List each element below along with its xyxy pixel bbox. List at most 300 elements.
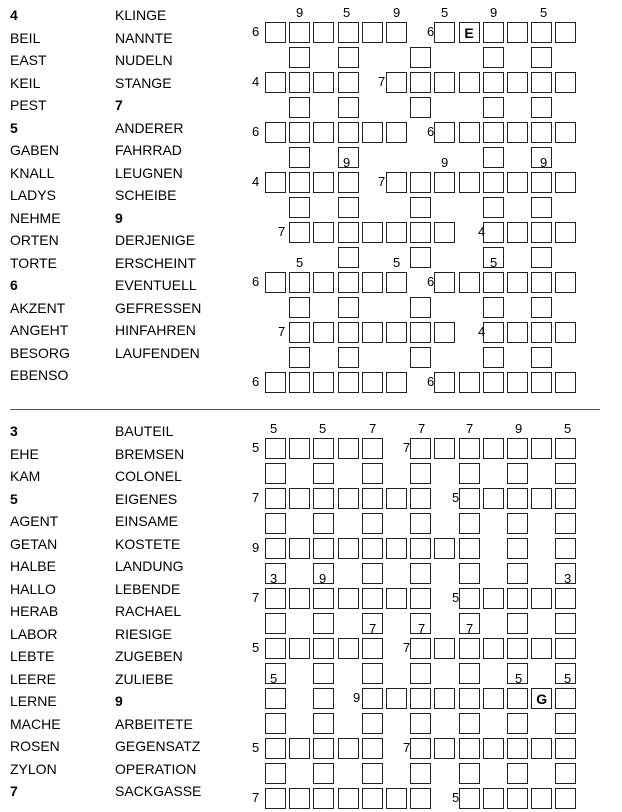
grid-cell[interactable] bbox=[459, 713, 480, 734]
grid-cell[interactable] bbox=[459, 172, 480, 193]
grid-cell[interactable] bbox=[338, 322, 359, 343]
grid-cell[interactable] bbox=[265, 72, 286, 93]
clue-length-number: 7 bbox=[403, 740, 411, 755]
clue-length-number: 7 bbox=[403, 640, 411, 655]
grid-cell[interactable] bbox=[289, 97, 310, 118]
grid-cell[interactable] bbox=[362, 688, 383, 709]
grid-cell[interactable] bbox=[410, 638, 431, 659]
grid-cell[interactable] bbox=[555, 322, 576, 343]
grid-cell[interactable] bbox=[289, 22, 310, 43]
grid-cell[interactable] bbox=[483, 638, 504, 659]
grid-cell[interactable] bbox=[459, 788, 480, 809]
grid-cell[interactable] bbox=[410, 438, 431, 459]
grid-cell[interactable] bbox=[531, 222, 552, 243]
grid-cell[interactable] bbox=[483, 438, 504, 459]
grid-cell[interactable] bbox=[338, 272, 359, 293]
grid-cell[interactable] bbox=[289, 488, 310, 509]
grid-cell[interactable] bbox=[313, 763, 334, 784]
grid-cell[interactable] bbox=[338, 222, 359, 243]
word-entry: SACKGASSE bbox=[115, 783, 202, 799]
word-entry: ZYLON bbox=[10, 760, 57, 777]
grid-cell[interactable] bbox=[265, 638, 286, 659]
grid-cell[interactable] bbox=[459, 463, 480, 484]
grid-cell[interactable] bbox=[459, 372, 480, 393]
grid-cell[interactable] bbox=[483, 788, 504, 809]
grid-cell[interactable] bbox=[338, 372, 359, 393]
grid-cell[interactable] bbox=[507, 513, 528, 534]
grid-cell[interactable] bbox=[265, 22, 286, 43]
grid-cell[interactable] bbox=[338, 122, 359, 143]
grid-cell[interactable] bbox=[362, 122, 383, 143]
grid-cell[interactable] bbox=[507, 463, 528, 484]
grid-cell[interactable] bbox=[386, 272, 407, 293]
grid-cell[interactable] bbox=[362, 663, 383, 684]
grid-cell[interactable] bbox=[338, 172, 359, 193]
grid-cell[interactable] bbox=[386, 72, 407, 93]
grid-cell[interactable] bbox=[265, 372, 286, 393]
grid-cell[interactable] bbox=[410, 663, 431, 684]
grid-cell[interactable] bbox=[410, 72, 431, 93]
grid-cell[interactable] bbox=[483, 172, 504, 193]
grid-cell[interactable] bbox=[483, 738, 504, 759]
grid-cell[interactable] bbox=[410, 488, 431, 509]
grid-cell[interactable] bbox=[313, 438, 334, 459]
clue-length-number: 7 bbox=[278, 324, 286, 339]
grid-cell[interactable] bbox=[483, 297, 504, 318]
grid-cell[interactable] bbox=[289, 438, 310, 459]
grid-cell[interactable] bbox=[265, 488, 286, 509]
grid-cell[interactable] bbox=[362, 372, 383, 393]
clue-length-number: 5 bbox=[252, 640, 260, 655]
grid-cell[interactable] bbox=[434, 72, 455, 93]
grid-cell[interactable] bbox=[483, 688, 504, 709]
grid-cell[interactable] bbox=[362, 588, 383, 609]
word-entry: KOSTETE bbox=[115, 535, 181, 552]
grid-cell[interactable] bbox=[531, 72, 552, 93]
grid-cell[interactable] bbox=[313, 713, 334, 734]
word-entry: NANNTE bbox=[115, 29, 173, 46]
clue-length-number: 5 bbox=[296, 255, 304, 270]
grid-cell[interactable] bbox=[362, 788, 383, 809]
grid-cell[interactable] bbox=[386, 538, 407, 559]
grid-cell[interactable] bbox=[434, 372, 455, 393]
grid-cell[interactable] bbox=[483, 488, 504, 509]
grid-cell[interactable] bbox=[483, 222, 504, 243]
grid-cell[interactable] bbox=[434, 172, 455, 193]
grid-cell[interactable] bbox=[265, 272, 286, 293]
grid-cell[interactable] bbox=[555, 22, 576, 43]
grid-cell[interactable] bbox=[555, 372, 576, 393]
grid-cell[interactable] bbox=[434, 272, 455, 293]
grid-cell[interactable] bbox=[507, 272, 528, 293]
clue-length-number: 6 bbox=[252, 124, 260, 139]
grid-cell[interactable] bbox=[362, 638, 383, 659]
grid-cell[interactable] bbox=[313, 72, 334, 93]
grid-cell[interactable] bbox=[338, 72, 359, 93]
grid-cell[interactable] bbox=[313, 513, 334, 534]
grid-cell[interactable] bbox=[531, 197, 552, 218]
grid-cell[interactable] bbox=[531, 372, 552, 393]
grid-cell[interactable] bbox=[507, 788, 528, 809]
clue-length-number: 4 bbox=[252, 174, 260, 189]
grid-cell[interactable] bbox=[338, 347, 359, 368]
grid-cell[interactable] bbox=[531, 297, 552, 318]
grid-cell[interactable] bbox=[410, 247, 431, 268]
word-entry: LADYS bbox=[10, 187, 56, 203]
word-entry: SCHEIBE bbox=[115, 187, 177, 203]
grid-cell[interactable] bbox=[313, 322, 334, 343]
grid-cell[interactable] bbox=[459, 738, 480, 759]
grid-cell[interactable] bbox=[531, 172, 552, 193]
grid-cell[interactable] bbox=[410, 97, 431, 118]
grid-cell[interactable] bbox=[531, 322, 552, 343]
grid-cell[interactable] bbox=[265, 688, 286, 709]
grid-cell[interactable] bbox=[265, 513, 286, 534]
grid-cell[interactable] bbox=[362, 713, 383, 734]
grid-cell[interactable] bbox=[410, 172, 431, 193]
grid-cell[interactable] bbox=[289, 147, 310, 168]
grid-cell[interactable] bbox=[338, 247, 359, 268]
grid-cell[interactable] bbox=[507, 122, 528, 143]
grid-cell[interactable] bbox=[507, 72, 528, 93]
grid-cell[interactable] bbox=[531, 638, 552, 659]
grid-cell[interactable] bbox=[531, 47, 552, 68]
grid-cell[interactable] bbox=[289, 538, 310, 559]
grid-cell[interactable] bbox=[459, 122, 480, 143]
grid-cell[interactable] bbox=[434, 688, 455, 709]
grid-cell[interactable] bbox=[313, 463, 334, 484]
word-entry: GETAN bbox=[10, 535, 58, 552]
grid-cell[interactable] bbox=[555, 713, 576, 734]
grid-cell[interactable] bbox=[265, 588, 286, 609]
clue-length-number: 5 bbox=[515, 671, 523, 686]
grid-cell[interactable] bbox=[531, 347, 552, 368]
grid-cell[interactable] bbox=[265, 463, 286, 484]
grid-cell[interactable] bbox=[362, 463, 383, 484]
grid-cell[interactable] bbox=[338, 538, 359, 559]
grid-cell[interactable] bbox=[555, 488, 576, 509]
length-heading: 6 bbox=[10, 277, 18, 293]
grid-cell[interactable] bbox=[289, 272, 310, 293]
grid-cell[interactable] bbox=[531, 438, 552, 459]
grid-cell[interactable] bbox=[362, 488, 383, 509]
grid-cell[interactable] bbox=[313, 222, 334, 243]
grid-cell[interactable] bbox=[507, 172, 528, 193]
clue-length-number: 7 bbox=[252, 590, 260, 605]
grid-cell[interactable] bbox=[434, 438, 455, 459]
grid-cell[interactable] bbox=[362, 513, 383, 534]
word-entry: PEST bbox=[10, 97, 47, 113]
grid-cell[interactable] bbox=[386, 588, 407, 609]
grid-cell[interactable] bbox=[555, 538, 576, 559]
word-entry: ANGEHT bbox=[10, 322, 69, 338]
grid-cell[interactable] bbox=[555, 763, 576, 784]
grid-cell[interactable] bbox=[507, 438, 528, 459]
grid-cell[interactable] bbox=[507, 563, 528, 584]
word-entry: HALBE bbox=[10, 558, 56, 574]
grid-cell[interactable] bbox=[531, 788, 552, 809]
grid-cell[interactable] bbox=[289, 738, 310, 759]
grid-cell[interactable] bbox=[483, 272, 504, 293]
grid-cell[interactable] bbox=[386, 488, 407, 509]
word-entry: ARBEITETE bbox=[115, 715, 193, 732]
grid-cell[interactable] bbox=[531, 488, 552, 509]
grid-cell[interactable] bbox=[410, 538, 431, 559]
grid-cell[interactable] bbox=[483, 588, 504, 609]
grid-cell[interactable] bbox=[483, 47, 504, 68]
clue-length-number: 7 bbox=[378, 174, 386, 189]
grid-cell[interactable] bbox=[289, 788, 310, 809]
grid-cell[interactable] bbox=[507, 738, 528, 759]
grid-cell[interactable] bbox=[313, 613, 334, 634]
grid-cell[interactable] bbox=[265, 788, 286, 809]
grid-cell[interactable] bbox=[313, 488, 334, 509]
grid-cell[interactable] bbox=[313, 788, 334, 809]
grid-cell[interactable] bbox=[507, 638, 528, 659]
grid-cell[interactable] bbox=[265, 763, 286, 784]
grid-cell[interactable] bbox=[555, 788, 576, 809]
grid-cell[interactable] bbox=[289, 197, 310, 218]
grid-cell[interactable] bbox=[555, 438, 576, 459]
grid-cell[interactable] bbox=[434, 322, 455, 343]
grid-cell[interactable] bbox=[434, 638, 455, 659]
grid-cell[interactable] bbox=[289, 297, 310, 318]
grid-cell[interactable] bbox=[289, 72, 310, 93]
grid-cell[interactable] bbox=[434, 22, 455, 43]
grid-cell[interactable] bbox=[313, 172, 334, 193]
grid-cell[interactable] bbox=[459, 638, 480, 659]
grid-cell[interactable] bbox=[386, 372, 407, 393]
grid-cell[interactable] bbox=[362, 222, 383, 243]
grid-cell[interactable] bbox=[555, 72, 576, 93]
clue-length-number: 7 bbox=[418, 621, 426, 636]
word-entry: LABOR bbox=[10, 625, 58, 642]
grid-cell[interactable] bbox=[555, 688, 576, 709]
grid-cell[interactable] bbox=[313, 372, 334, 393]
grid-cell[interactable] bbox=[555, 613, 576, 634]
grid-cell[interactable] bbox=[313, 663, 334, 684]
grid-cell[interactable] bbox=[531, 588, 552, 609]
grid-cell[interactable] bbox=[410, 347, 431, 368]
grid-cell[interactable] bbox=[362, 322, 383, 343]
grid-cell[interactable] bbox=[386, 222, 407, 243]
grid-cell[interactable] bbox=[289, 172, 310, 193]
grid-cell[interactable] bbox=[507, 22, 528, 43]
clue-length-number: 9 bbox=[441, 155, 449, 170]
grid-cell[interactable] bbox=[459, 488, 480, 509]
grid-cell[interactable] bbox=[338, 97, 359, 118]
grid-cell[interactable] bbox=[362, 763, 383, 784]
grid-cell[interactable] bbox=[410, 713, 431, 734]
grid-cell[interactable] bbox=[459, 763, 480, 784]
grid-cell[interactable] bbox=[555, 513, 576, 534]
grid-cell[interactable] bbox=[483, 347, 504, 368]
word-entry: EAST bbox=[10, 52, 47, 68]
grid-cell[interactable] bbox=[483, 147, 504, 168]
grid-cell[interactable] bbox=[434, 538, 455, 559]
grid-cell[interactable] bbox=[313, 22, 334, 43]
grid-cell[interactable] bbox=[410, 763, 431, 784]
grid-cell[interactable] bbox=[410, 588, 431, 609]
clue-length-number: 9 bbox=[393, 5, 401, 20]
grid-cell[interactable] bbox=[459, 272, 480, 293]
grid-cell[interactable] bbox=[289, 122, 310, 143]
grid-cell[interactable] bbox=[459, 663, 480, 684]
grid-cell[interactable] bbox=[362, 438, 383, 459]
grid-cell[interactable] bbox=[265, 438, 286, 459]
grid-cell[interactable] bbox=[434, 222, 455, 243]
grid-cell[interactable] bbox=[362, 538, 383, 559]
grid-cell[interactable] bbox=[410, 788, 431, 809]
grid-cell[interactable] bbox=[410, 563, 431, 584]
clue-length-number: 9 bbox=[296, 5, 304, 20]
grid-cell[interactable] bbox=[507, 588, 528, 609]
grid-cell[interactable] bbox=[555, 272, 576, 293]
grid-cell[interactable] bbox=[289, 372, 310, 393]
grid-cell[interactable] bbox=[410, 738, 431, 759]
grid-cell[interactable] bbox=[459, 563, 480, 584]
word-entry: AGENT bbox=[10, 513, 59, 529]
grid-cell[interactable] bbox=[289, 347, 310, 368]
word-entry: ZULIEBE bbox=[115, 670, 174, 687]
word-entry: RIESIGE bbox=[115, 625, 172, 642]
grid-cell[interactable] bbox=[338, 22, 359, 43]
word-entry: EBENSO bbox=[10, 367, 69, 383]
grid-cell[interactable] bbox=[313, 122, 334, 143]
word-entry: ZUGEBEN bbox=[115, 648, 183, 664]
grid-cell[interactable] bbox=[531, 97, 552, 118]
grid-cell[interactable] bbox=[386, 788, 407, 809]
grid-cell[interactable] bbox=[531, 247, 552, 268]
word-entry: OPERATION bbox=[115, 760, 197, 777]
grid-cell[interactable] bbox=[338, 488, 359, 509]
grid-cell[interactable] bbox=[410, 513, 431, 534]
grid-cell[interactable] bbox=[459, 22, 480, 43]
grid-cell[interactable] bbox=[313, 272, 334, 293]
grid-cell[interactable] bbox=[338, 297, 359, 318]
grid-cell[interactable] bbox=[434, 122, 455, 143]
grid-cell[interactable] bbox=[483, 122, 504, 143]
grid-cell[interactable] bbox=[555, 222, 576, 243]
grid-cell[interactable] bbox=[483, 372, 504, 393]
grid-cell[interactable] bbox=[313, 538, 334, 559]
grid-cell[interactable] bbox=[265, 713, 286, 734]
grid-cell[interactable] bbox=[555, 588, 576, 609]
grid-cell[interactable] bbox=[459, 72, 480, 93]
grid-cell[interactable] bbox=[386, 22, 407, 43]
word-entry: BEIL bbox=[10, 29, 41, 46]
grid-cell[interactable] bbox=[459, 513, 480, 534]
grid-cell[interactable] bbox=[362, 272, 383, 293]
word-entry: NUDELN bbox=[115, 52, 173, 68]
grid-cell[interactable] bbox=[531, 272, 552, 293]
grid-cell[interactable] bbox=[507, 222, 528, 243]
grid-cell[interactable] bbox=[531, 738, 552, 759]
grid-cell[interactable] bbox=[483, 97, 504, 118]
grid-cell[interactable] bbox=[265, 172, 286, 193]
grid-cell[interactable] bbox=[410, 322, 431, 343]
grid-cell[interactable] bbox=[410, 297, 431, 318]
grid-cell[interactable] bbox=[338, 588, 359, 609]
grid-cell[interactable] bbox=[459, 688, 480, 709]
grid-cell[interactable] bbox=[313, 738, 334, 759]
word-entry: GEFRESSEN bbox=[115, 299, 202, 316]
clue-length-number: 7 bbox=[252, 790, 260, 805]
grid-cell[interactable] bbox=[386, 322, 407, 343]
grid-cell[interactable] bbox=[265, 613, 286, 634]
grid-cell[interactable] bbox=[555, 638, 576, 659]
grid-cell[interactable] bbox=[265, 738, 286, 759]
grid-cell[interactable] bbox=[338, 788, 359, 809]
grid-cell[interactable] bbox=[338, 197, 359, 218]
grid-cell[interactable] bbox=[289, 47, 310, 68]
grid-cell[interactable] bbox=[313, 638, 334, 659]
grid-cell[interactable] bbox=[531, 688, 552, 709]
grid-cell[interactable] bbox=[410, 463, 431, 484]
grid-cell[interactable] bbox=[507, 372, 528, 393]
grid-cell[interactable] bbox=[289, 638, 310, 659]
grid-cell[interactable] bbox=[507, 488, 528, 509]
grid-cell[interactable] bbox=[531, 22, 552, 43]
clue-length-number: 6 bbox=[252, 24, 260, 39]
grid-cell[interactable] bbox=[459, 538, 480, 559]
grid-cell[interactable] bbox=[434, 738, 455, 759]
grid-cell[interactable] bbox=[289, 588, 310, 609]
grid-cell[interactable] bbox=[338, 738, 359, 759]
grid-cell[interactable] bbox=[386, 688, 407, 709]
grid-cell[interactable] bbox=[507, 613, 528, 634]
grid-cell[interactable] bbox=[338, 47, 359, 68]
grid-cell[interactable] bbox=[386, 172, 407, 193]
grid-cell[interactable] bbox=[459, 588, 480, 609]
grid-cell[interactable] bbox=[410, 47, 431, 68]
grid-cell[interactable] bbox=[362, 738, 383, 759]
grid-cell[interactable] bbox=[410, 688, 431, 709]
grid-cell[interactable] bbox=[483, 322, 504, 343]
grid-cell[interactable] bbox=[483, 22, 504, 43]
word-entry: KEIL bbox=[10, 74, 41, 91]
grid-cell[interactable] bbox=[555, 463, 576, 484]
grid-cell[interactable] bbox=[483, 197, 504, 218]
grid-cell[interactable] bbox=[531, 122, 552, 143]
grid-cell[interactable] bbox=[459, 438, 480, 459]
grid-cell[interactable] bbox=[483, 72, 504, 93]
grid-cell[interactable] bbox=[507, 538, 528, 559]
grid-cell[interactable] bbox=[362, 22, 383, 43]
grid-cell[interactable] bbox=[410, 222, 431, 243]
length-heading: 7 bbox=[115, 97, 123, 113]
grid-cell[interactable] bbox=[555, 738, 576, 759]
grid-cell[interactable] bbox=[289, 322, 310, 343]
grid-cell[interactable] bbox=[507, 688, 528, 709]
grid-cell[interactable] bbox=[507, 322, 528, 343]
grid-cell[interactable] bbox=[555, 122, 576, 143]
grid-cell[interactable] bbox=[507, 763, 528, 784]
grid-cell[interactable] bbox=[313, 588, 334, 609]
grid-cell[interactable] bbox=[338, 638, 359, 659]
grid-cell[interactable] bbox=[410, 197, 431, 218]
grid-cell[interactable] bbox=[555, 172, 576, 193]
grid-cell[interactable] bbox=[362, 563, 383, 584]
grid-cell[interactable] bbox=[313, 688, 334, 709]
grid-cell[interactable] bbox=[507, 713, 528, 734]
grid-cell[interactable] bbox=[386, 122, 407, 143]
grid-cell[interactable] bbox=[265, 538, 286, 559]
grid-cell[interactable] bbox=[265, 122, 286, 143]
grid-cell[interactable] bbox=[289, 222, 310, 243]
grid-cell[interactable] bbox=[338, 438, 359, 459]
given-letter: G bbox=[536, 690, 548, 707]
